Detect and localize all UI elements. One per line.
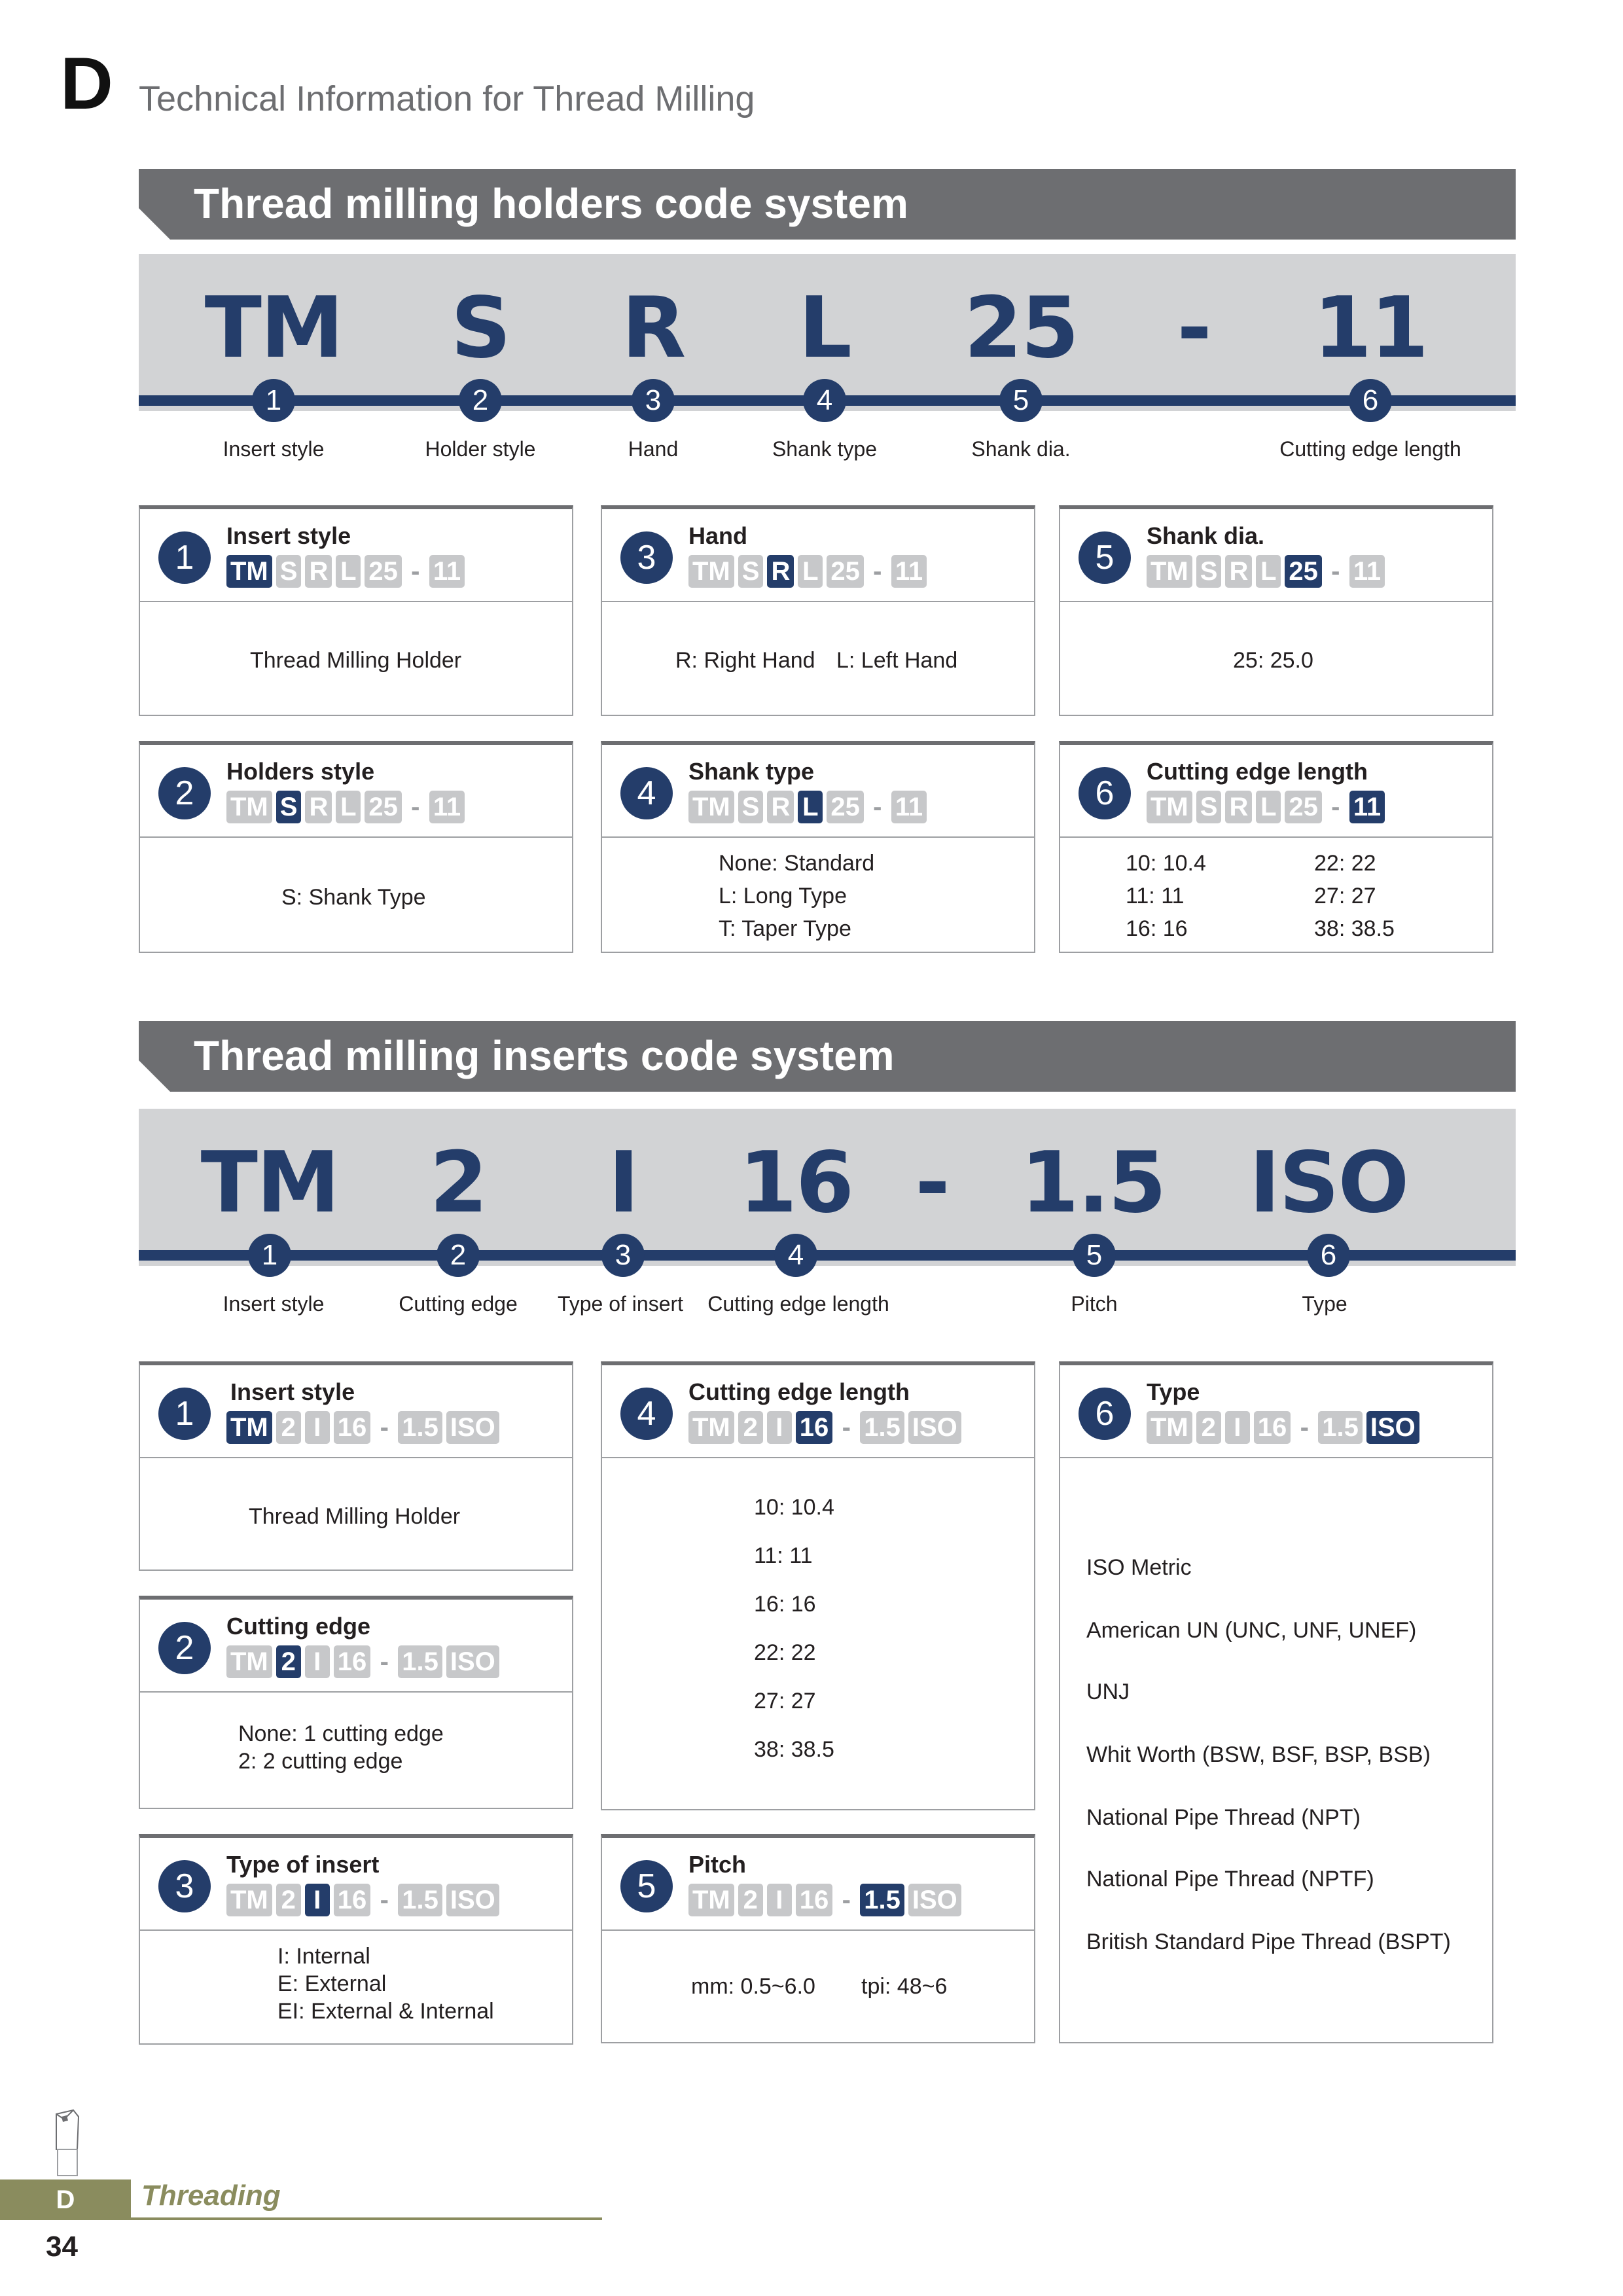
holders-card-insert-style: [139, 505, 573, 716]
card-text: Thread Milling Holder: [250, 648, 462, 673]
card-text: 16: 16: [1126, 916, 1188, 941]
code-chip: R: [1225, 555, 1252, 588]
code-chip: 16: [334, 1884, 371, 1916]
card-text: 27: 27: [754, 1689, 816, 1713]
code-chip: TM: [1147, 555, 1192, 588]
code-chip: 1.5: [398, 1411, 442, 1444]
code-chips: [226, 555, 465, 588]
code-chip: 1.5: [860, 1411, 904, 1444]
code-chip: L: [336, 791, 361, 823]
code-chip: 25: [827, 555, 864, 588]
code-chip: 16: [796, 1884, 833, 1916]
card-number: 3: [620, 531, 673, 584]
inserts-card-cutting-edge-length: [601, 1361, 1035, 1810]
holders-code-tm: TM: [204, 279, 343, 377]
code-chip: 11: [1349, 791, 1385, 823]
card-title: Hand: [688, 522, 747, 549]
card-text: 11: 11: [1126, 884, 1185, 908]
code-chip: 25: [365, 791, 402, 823]
inserts-code-i: I: [608, 1134, 638, 1232]
holders-pos-dot-2: 2: [459, 379, 502, 422]
code-chip: L: [798, 555, 823, 588]
inserts-pos-label: Insert style: [223, 1292, 325, 1316]
code-chip: 1.5: [398, 1645, 442, 1678]
footer-rule: [131, 2217, 602, 2220]
code-chip: R: [767, 555, 794, 588]
card-text: tpi: 48~6: [861, 1974, 948, 1999]
code-dash: -: [380, 1413, 389, 1442]
code-chip: S: [1196, 791, 1222, 823]
code-chip: ISO: [446, 1411, 499, 1444]
code-chips: [688, 555, 927, 588]
code-chip: 11: [891, 791, 927, 823]
code-chip: ISO: [446, 1645, 499, 1678]
code-chip: 2: [276, 1645, 301, 1678]
code-chip: R: [767, 791, 794, 823]
holders-pos-label: Cutting edge length: [1279, 437, 1461, 461]
card-text: British Standard Pipe Thread (BSPT): [1086, 1929, 1451, 1954]
card-title: Pitch: [688, 1851, 747, 1878]
inserts-pos-label: Type of insert: [557, 1292, 684, 1316]
code-chips: [688, 791, 927, 823]
code-chip: I: [767, 1884, 792, 1916]
card-title: Type: [1147, 1378, 1200, 1405]
page-number: 34: [46, 2231, 78, 2263]
code-chips: [226, 1645, 499, 1678]
inserts-card-type: [1059, 1361, 1493, 2043]
code-chip: 11: [1349, 555, 1385, 588]
code-chip: R: [305, 555, 332, 588]
holders-card-hand: [601, 505, 1035, 716]
holders-pos-dot-1: 1: [252, 379, 295, 422]
holders-code-strip: [139, 254, 1516, 416]
card-title: Cutting edge length: [688, 1378, 910, 1405]
inserts-code-2: 2: [429, 1134, 487, 1232]
code-dash: -: [873, 557, 882, 586]
card-text: 2: 2 cutting edge: [238, 1749, 403, 1774]
card-text: 10: 10.4: [754, 1495, 834, 1520]
code-chips: [1147, 1411, 1419, 1444]
card-text: Whit Worth (BSW, BSF, BSP, BSB): [1086, 1742, 1431, 1767]
card-text: T: Taper Type: [719, 916, 851, 941]
holders-card-holder-style: [139, 741, 573, 953]
code-chips: [1147, 791, 1385, 823]
inserts-banner: [139, 1021, 1516, 1092]
card-title: Shank type: [688, 758, 815, 785]
code-chips: [226, 1884, 499, 1916]
inserts-pos-dot-5: 5: [1073, 1234, 1116, 1277]
card-text: L: Left Hand: [836, 648, 958, 673]
code-chip: 2: [738, 1884, 763, 1916]
inserts-pos-label: Cutting edge: [399, 1292, 518, 1316]
card-text: UNJ: [1086, 1679, 1130, 1704]
card-text: 27: 27: [1314, 884, 1376, 908]
code-chip: 2: [276, 1884, 301, 1916]
card-number: 1: [158, 1388, 211, 1440]
inserts-code-strip: [139, 1109, 1516, 1271]
code-dash: -: [380, 1647, 389, 1676]
card-text: 10: 10.4: [1126, 851, 1206, 876]
inserts-card-insert-style: [139, 1361, 573, 1571]
code-chip: 11: [429, 791, 465, 823]
card-text: L: Long Type: [719, 884, 847, 908]
page-title: Technical Information for Thread Milling: [139, 79, 755, 118]
code-dash: -: [873, 793, 882, 821]
code-chip: ISO: [908, 1411, 961, 1444]
code-chip: TM: [688, 1411, 734, 1444]
card-text: 11: 11: [754, 1543, 813, 1568]
card-text: I: Internal: [277, 1944, 370, 1969]
code-chip: TM: [688, 791, 734, 823]
code-chip: 1.5: [1318, 1411, 1363, 1444]
code-chip: S: [738, 791, 764, 823]
code-dash: -: [842, 1413, 851, 1442]
card-text: American UN (UNC, UNF, UNEF): [1086, 1618, 1417, 1643]
code-chip: 11: [891, 555, 927, 588]
code-chips: [688, 1884, 961, 1916]
code-chip: TM: [688, 555, 734, 588]
code-chip: L: [1256, 555, 1281, 588]
card-title: Insert style: [226, 522, 351, 549]
card-number: 1: [158, 531, 211, 584]
code-chip: R: [305, 791, 332, 823]
code-dash: -: [842, 1886, 851, 1914]
code-chip: 16: [796, 1411, 833, 1444]
holders-banner-title: Thread milling holders code system: [194, 180, 908, 227]
code-chip: 11: [429, 555, 465, 588]
inserts-card-type-of-insert: [139, 1834, 573, 2045]
card-text: 22: 22: [754, 1640, 816, 1665]
code-chip: TM: [226, 791, 272, 823]
code-chip: L: [798, 791, 823, 823]
code-chip: S: [276, 555, 302, 588]
card-number: 4: [620, 767, 673, 819]
card-title: Shank dia.: [1147, 522, 1265, 549]
holders-code-11: 11: [1313, 279, 1428, 377]
inserts-pos-dot-6: 6: [1307, 1234, 1350, 1277]
holders-pos-label: Holder style: [425, 437, 536, 461]
holders-code-dash: -: [1177, 279, 1211, 377]
holders-pos-label: Shank type: [772, 437, 878, 461]
holders-card-shank-dia: [1059, 505, 1493, 716]
card-text: ISO Metric: [1086, 1555, 1192, 1580]
code-chip: TM: [226, 1645, 272, 1678]
code-chip: 25: [1285, 555, 1322, 588]
card-title: Type of insert: [226, 1851, 380, 1878]
code-chips: [1147, 555, 1385, 588]
code-chip: I: [305, 1884, 330, 1916]
card-text: None: Standard: [719, 851, 875, 876]
inserts-code-16: 16: [738, 1134, 853, 1232]
card-text: mm: 0.5~6.0: [691, 1974, 815, 1999]
code-chip: I: [767, 1411, 792, 1444]
card-title: Cutting edge: [226, 1613, 370, 1640]
holders-pos-label: Hand: [628, 437, 679, 461]
code-chips: [688, 1411, 961, 1444]
holders-code-l: L: [798, 279, 851, 377]
card-text: 38: 38.5: [1314, 916, 1395, 941]
holders-code-25: 25: [963, 279, 1079, 377]
code-chip: S: [1196, 555, 1222, 588]
footer-section-name: Threading: [141, 2179, 281, 2212]
code-dash: -: [411, 793, 420, 821]
code-chip: L: [1256, 791, 1281, 823]
card-title: Holders style: [226, 758, 375, 785]
code-chip: ISO: [1366, 1411, 1419, 1444]
card-text: Thread Milling Holder: [249, 1504, 461, 1529]
inserts-pos-labels: [139, 1292, 1516, 1325]
card-number: 5: [620, 1860, 673, 1912]
code-chip: R: [1225, 791, 1252, 823]
holders-card-shank-type: [601, 741, 1035, 953]
card-title: Insert style: [230, 1378, 355, 1405]
holders-pos-dot-5: 5: [999, 379, 1043, 422]
code-chip: I: [1225, 1411, 1250, 1444]
code-chip: I: [305, 1645, 330, 1678]
code-chip: ISO: [446, 1884, 499, 1916]
code-chip: 25: [365, 555, 402, 588]
card-text: None: 1 cutting edge: [238, 1721, 444, 1746]
inserts-card-cutting-edge: [139, 1596, 573, 1809]
code-chip: 2: [738, 1411, 763, 1444]
footer-chapter-tab: D: [0, 2179, 131, 2220]
card-text: E: External: [277, 1971, 387, 1996]
holders-banner: [139, 169, 1516, 240]
card-text: 38: 38.5: [754, 1737, 834, 1762]
card-text: R: Right Hand: [675, 648, 815, 673]
card-text: 22: 22: [1314, 851, 1376, 876]
holders-pos-dot-4: 4: [803, 379, 846, 422]
card-number: 4: [620, 1388, 673, 1440]
card-text: 16: 16: [754, 1592, 816, 1617]
inserts-code-tm: TM: [200, 1134, 339, 1232]
inserts-pos-label: Type: [1302, 1292, 1347, 1316]
code-chip: 1.5: [860, 1884, 904, 1916]
inserts-banner-title: Thread milling inserts code system: [194, 1032, 895, 1079]
chapter-letter: D: [60, 43, 113, 124]
code-chip: TM: [1147, 1411, 1192, 1444]
code-dash: -: [1331, 557, 1340, 586]
holders-pos-label: Insert style: [223, 437, 325, 461]
code-chip: TM: [226, 1884, 272, 1916]
code-chip: TM: [226, 555, 272, 588]
code-chip: 25: [1285, 791, 1322, 823]
code-dash: -: [1300, 1413, 1309, 1442]
card-title: Cutting edge length: [1147, 758, 1368, 785]
milling-tool-icon: [47, 2109, 86, 2177]
holders-pos-dot-6: 6: [1349, 379, 1392, 422]
card-number: 6: [1079, 767, 1131, 819]
card-number: 2: [158, 767, 211, 819]
code-chip: S: [276, 791, 302, 823]
card-text: National Pipe Thread (NPTF): [1086, 1867, 1374, 1892]
code-chips: [226, 1411, 499, 1444]
card-text: National Pipe Thread (NPT): [1086, 1805, 1361, 1830]
inserts-pos-label: Cutting edge length: [707, 1292, 889, 1316]
inserts-pos-dot-4: 4: [774, 1234, 817, 1277]
card-number: 6: [1079, 1388, 1131, 1440]
code-chip: I: [305, 1411, 330, 1444]
code-chip: TM: [226, 1411, 272, 1444]
code-dash: -: [411, 557, 420, 586]
card-text: S: Shank Type: [281, 885, 426, 910]
inserts-pos-dot-3: 3: [601, 1234, 645, 1277]
card-number: 3: [158, 1860, 211, 1912]
code-chip: 16: [1254, 1411, 1291, 1444]
code-dash: -: [1331, 793, 1340, 821]
code-chip: 2: [276, 1411, 301, 1444]
code-dash: -: [380, 1886, 389, 1914]
code-chip: 16: [334, 1411, 371, 1444]
inserts-code-iso: ISO: [1249, 1134, 1408, 1232]
inserts-pos-dot-1: 1: [248, 1234, 291, 1277]
holders-pos-label: Shank dia.: [971, 437, 1071, 461]
card-number: 5: [1079, 531, 1131, 584]
code-chip: 16: [334, 1645, 371, 1678]
code-chip: 2: [1196, 1411, 1221, 1444]
card-text: 25: 25.0: [1233, 648, 1313, 673]
holders-card-cutting-edge-length: [1059, 741, 1493, 953]
code-chip: 25: [827, 791, 864, 823]
code-chip: TM: [688, 1884, 734, 1916]
code-chip: L: [336, 555, 361, 588]
holders-code-r: R: [621, 279, 685, 377]
inserts-pos-label: Pitch: [1071, 1292, 1118, 1316]
inserts-pos-dot-2: 2: [437, 1234, 480, 1277]
holders-pos-dot-3: 3: [632, 379, 675, 422]
card-number: 2: [158, 1622, 211, 1674]
code-chips: [226, 791, 465, 823]
code-chip: TM: [1147, 791, 1192, 823]
holders-pos-labels: [139, 437, 1516, 470]
holders-code-s: S: [450, 279, 510, 377]
code-chip: ISO: [908, 1884, 961, 1916]
code-chip: 1.5: [398, 1884, 442, 1916]
inserts-code-dash: -: [915, 1134, 949, 1232]
inserts-card-pitch: [601, 1834, 1035, 2043]
code-chip: S: [738, 555, 764, 588]
inserts-code-1-5: 1.5: [1020, 1134, 1166, 1232]
card-text: EI: External & Internal: [277, 1999, 494, 2024]
